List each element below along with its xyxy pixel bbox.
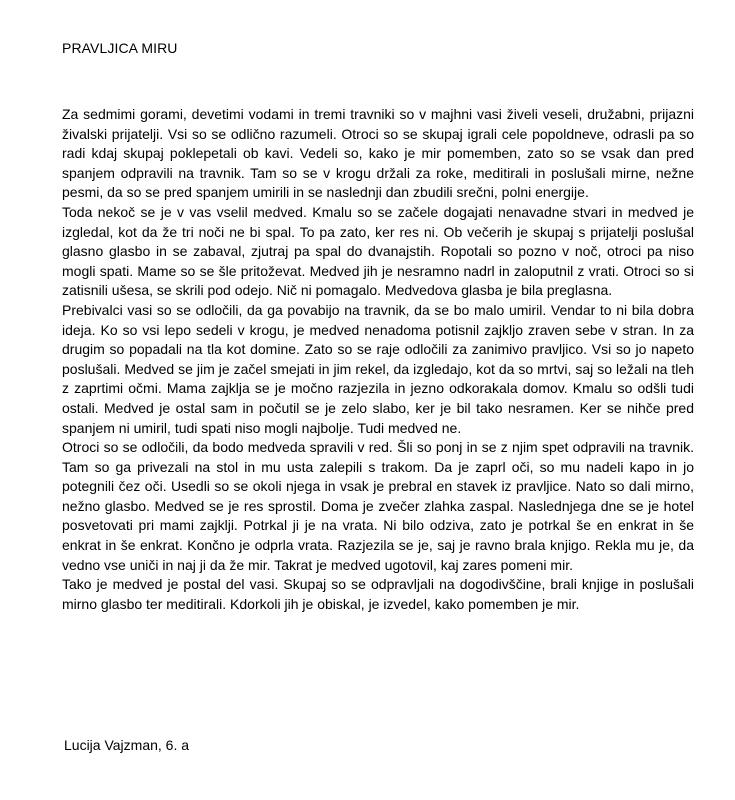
story-paragraph: Tako je medved je postal del vasi. Skupaj so se odpravljali na dogodivščine, brali knjige in poslušali mirno glasbo ter meditirali. Kdorkoli jih je obiskal, je izvedel, kako pomemben je mir. (62, 576, 694, 612)
story-title: PRAVLJICA MIRU (62, 40, 178, 56)
story-paragraph: Prebivalci vasi so se odločili, da ga povabijo na travnik, da se bo malo umiril. Vendar to ni bila dobra ideja. Ko so vsi lepo sedeli v krogu, je medved nenadoma potisnil zajkljo zraven sebe v stran. In za drugim so popadali na tla kot domine. Zato so se raje odločili za zanimivo pravljico. Vsi so jo napeto poslušali. Medved se jim je začel smejati in jim rekel, da izgledajo, kot da so mrtvi, saj so ležali na tleh z zaprtimi očmi. Mama zajklja se je močno razjezila in jezno odkorakala domov. Kmalu so odšli tudi ostali. Medved je ostal sam in počutil se je zelo slabo, ker je bil tako nesramen. Ker se nihče pred spanjem ni umiril, tudi spati niso mogli najbolje. Tudi medved ne. (62, 301, 694, 436)
story-paragraph: Za sedmimi gorami, devetimi vodami in tremi travniki so v majhni vasi živeli veseli, družabni, prijazni živalski prijatelji. Vsi so se odlično razumeli. Otroci so se skupaj igrali cele popoldneve, odrasli pa so radi kdaj skupaj poklepetali ob kavi. Vedeli so, kako je mir pomemben, zato so se vsak dan pred spanjem odpravili na travnik. Tam so se v krogu držali za roke, meditirali in poslušali mirne, nežne pesmi, da so se pred spanjem umirili in se naslednji dan zbudili srečni, polni energije. (62, 106, 694, 201)
story-paragraph: Toda nekoč se je v vas vselil medved. Kmalu so se začele dogajati nenavadne stvari in medved je izgledal, kot da že tri noči ne bi spal. To pa zato, ker res ni. Ob večerih je skupaj s prijatelji poslušal glasno glasbo in se zabaval, zjutraj pa spal do dvanajstih. Ropotali so pozno v noč, otroci pa niso mogli spati. Mame so se šle pritoževat. Medved jih je nesramno nadrl in zaloputnil z vrati. Otroci so si zatisnili ušesa, se skrili pod odejo. Nič ni pomagalo. Medvedova glasba je bila preglasna. (62, 203, 694, 299)
story-body (62, 105, 694, 614)
story-paragraph: Otroci so se odločili, da bodo medveda spravili v red. Šli so ponj in se z njim spet odpravili na travnik. Tam so ga privezali na stol in mu usta zalepili s trakom. Da je zaprl oči, so mu nadeli kapo in jo potegnili čez oči. Usedli so se okoli njega in vsak je prebral en stavek iz pravljice. Nato so dali mirno, nežno glasbo. Medved se je res sprostil. Doma je zvečer zlahka zaspal. Naslednjega dne se je hotel posvetovati pri mami zajklji. Potrkal ji je na vrata. Ni bilo odziva, zato je potrkal še en enkrat in še enkrat in še enkrat. Končno je odprla vrata. Razjezila se je, saj je ravno brala knjigo. Rekla mu je, da vedno vse uniči in naj ji da že mir. Takrat je medved ugotovil, kaj zares pomeni mir. (62, 439, 694, 573)
author-signature: Lucija Vajzman, 6. a (64, 737, 190, 753)
